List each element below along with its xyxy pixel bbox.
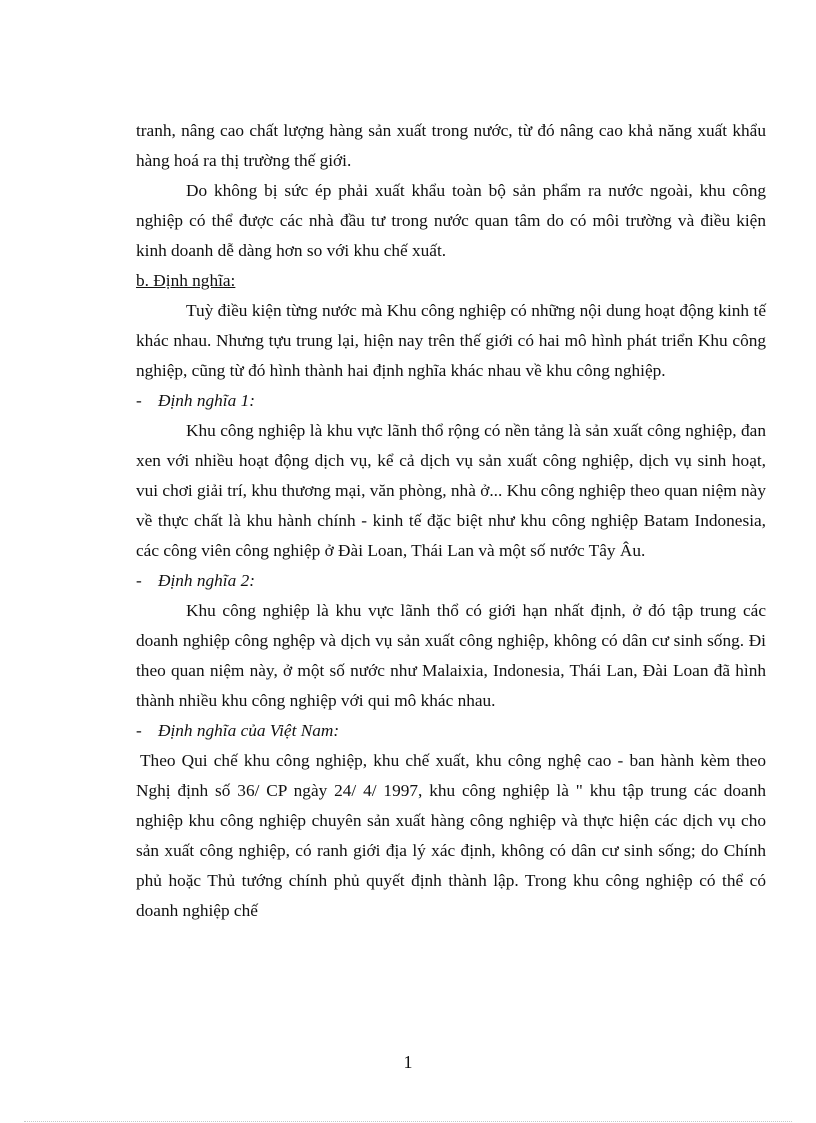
definition-2-title: Định nghĩa 2:	[158, 571, 255, 590]
document-body	[136, 116, 766, 926]
bullet-dash: -	[136, 721, 142, 740]
paragraph-export-pressure: Do không bị sức ép phải xuất khẩu toàn bộ sản phẩm ra nước ngoài, khu công nghiệp có thể được các nhà đầu tư trong nước quan tâm do có môi trường và điều kiện kinh doanh dễ dàng hơn so với khu chế xuất.	[136, 181, 766, 260]
paragraph-definition-2: Khu công nghiệp là khu vực lãnh thổ có giới hạn nhất định, ở đó tập trung các doanh nghiệp công nghệp và dịch vụ sản xuất công nghiệp, không có dân cư sinh sống. Đi theo quan niệm này, ở một số nước như Malaixia, Indonesia, Thái Lan, Đài Loan đã hình thành nhiều khu công nghiệp với qui mô khác nhau.	[136, 601, 766, 710]
definition-vietnam-title: Định nghĩa của Việt Nam:	[158, 721, 340, 740]
definition-1-label	[136, 386, 766, 416]
section-heading-definition	[136, 266, 766, 296]
paragraph-definition-vietnam: Theo Qui chế khu công nghiệp, khu chế xuất, khu công nghệ cao - ban hành kèm theo Nghị định số 36/ CP ngày 24/ 4/ 1997, khu công nghiệp là " khu tập trung các doanh nghiệp khu công nghiệp chuyên sản xuất hàng công nghiệp và thực hiện các dịch vụ cho sản xuất công nghiệp, có ranh giới địa lý xác định, không có dân cư sinh sống; do Chính phủ hoặc Thủ tướng chính phủ quyết định thành lập. Trong khu công nghiệp có thể có doanh nghiệp chế	[136, 751, 766, 920]
definition-vietnam-label	[136, 716, 766, 746]
definition-2-label	[136, 566, 766, 596]
paragraph-definition-1: Khu công nghiệp là khu vực lãnh thổ rộng có nền tảng là sản xuất công nghiệp, đan xen với nhiều hoạt động dịch vụ, kể cả dịch vụ sản xuất công nghiệp, dịch vụ sinh hoạt, vui chơi giải trí, khu thương mại, văn phòng, nhà ở... Khu công nghiệp theo quan niệm này về thực chất là khu hành chính - kinh tế đặc biệt như khu công nghiệp Batam Indonesia, các công viên công nghiệp ở Đài Loan, Thái Lan và một số nước Tây Âu.	[136, 421, 766, 560]
bullet-dash: -	[136, 571, 142, 590]
page-bottom-divider	[24, 1121, 792, 1122]
section-heading-text: b. Định nghĩa:	[136, 271, 236, 290]
paragraph-continuation: tranh, nâng cao chất lượng hàng sản xuất trong nước, từ đó nâng cao khả năng xuất khẩu hàng hoá ra thị trường thế giới.	[136, 121, 766, 170]
paragraph-intro-definitions: Tuỳ điều kiện từng nước mà Khu công nghiệp có những nội dung hoạt động kinh tế khác nhau. Nhưng tựu trung lại, hiện nay trên thế giới có hai mô hình phát triển Khu công nghiệp, cũng từ đó hình thành hai định nghĩa khác nhau về khu công nghiệp.	[136, 301, 766, 380]
page-number: 1	[403, 1052, 413, 1072]
bullet-dash: -	[136, 391, 142, 410]
definition-1-title: Định nghĩa 1:	[158, 391, 255, 410]
